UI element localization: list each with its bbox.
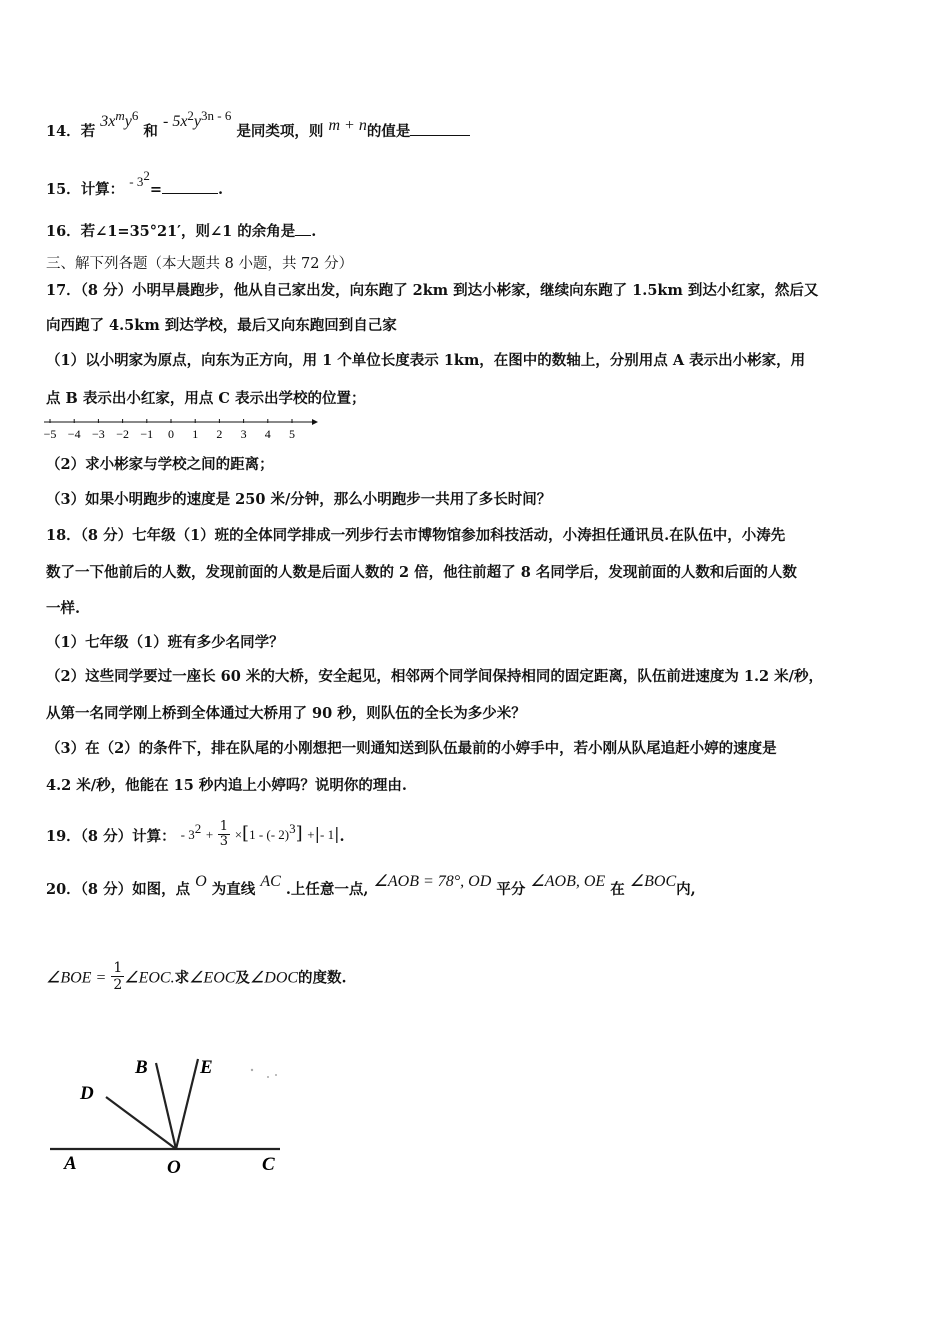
- point-O: O: [195, 873, 207, 890]
- q20-ask2: 及: [235, 969, 250, 987]
- q14-and: 和: [143, 122, 158, 140]
- q17-part1-line1: （1）以小明家为原点，向东为正方向，用 1 个单位长度表示 1km，在图中的数轴上，分别用点 A 表示出小彬家，用: [46, 352, 806, 369]
- answer-blank: [162, 179, 218, 194]
- axis-tick-label: 3: [240, 427, 247, 441]
- question-16: [46, 221, 316, 242]
- q16-text: 16．若∠1=35°21′，则∠1 的余角是: [46, 223, 296, 240]
- q20-t5: 内,: [676, 881, 696, 898]
- axis-tick-label: −1: [140, 427, 154, 441]
- axis-tick-label: 1: [192, 427, 199, 441]
- q18-part2-line1: （2）这些同学要过一座长 60 米的大桥，安全起见，相邻两个同学间保持相同的固定距离，队伍前进速度为 1.2 米/秒，: [46, 668, 823, 685]
- question-20: [46, 873, 696, 900]
- question-14: [46, 108, 470, 142]
- q18-part3-line1: （3）在（2）的条件下，排在队尾的小刚想把一则通知送到队伍最前的小婷手中，若小刚从队尾追赶小婷的速度是: [46, 740, 777, 757]
- q15-expr: - $3^2$: [129, 168, 150, 189]
- question-19: [46, 821, 345, 851]
- axis-tick-label: −5: [43, 427, 57, 441]
- q17-part2: （2）求小彬家与学校之间的距离；: [46, 456, 274, 473]
- answer-blank: [410, 121, 470, 136]
- number-line: [40, 418, 320, 444]
- axis-tick-label: −4: [67, 427, 81, 441]
- q18-part1: （1）七年级（1）班有多少名同学？: [46, 634, 284, 651]
- q15-end: .: [218, 180, 224, 198]
- q18-part3-line2: 4.2 米/秒，他能在 15 秒内追上小婷吗？说明你的理由.: [46, 777, 407, 794]
- q17-line1: 17．（8 分）小明早晨跑步，他从自己家出发，向东跑了 2km 到达小彬家，继续向东跑了 1.5km 到达小红家，然后又: [46, 282, 819, 299]
- q20-ask3: 的度数.: [298, 969, 347, 987]
- q16-end: .: [311, 223, 317, 240]
- rel-fraction: $\frac{1}{2}$: [113, 960, 123, 993]
- q19-pre: 19．（8 分）计算：: [46, 827, 176, 845]
- q20-t1: 为直线: [211, 881, 256, 898]
- label-D: D: [80, 1083, 94, 1104]
- ask-doc: ∠DOC: [249, 969, 299, 987]
- q17-part3: （3）如果小明跑步的速度是 250 米/分钟，那么小明跑步一共用了多长时间？: [46, 491, 552, 508]
- q14-mid: 是同类项，则: [236, 122, 324, 140]
- line-AC: AC: [260, 873, 281, 890]
- answer-blank: [295, 221, 311, 236]
- ray-oe: [176, 1059, 198, 1149]
- q15-num: 15．: [46, 180, 81, 198]
- q20-relation: [46, 962, 347, 995]
- q19-end: .: [339, 827, 345, 845]
- q20-pre: 20．（8 分）如图，点: [46, 881, 191, 898]
- q18-line2: 数了一下他前后的人数，发现前面的人数是后面人数的 2 倍，他往前超了 8 名同学后，发现前面的人数和后面的人数: [46, 564, 797, 581]
- label-A: A: [64, 1153, 77, 1174]
- question-15: [46, 168, 224, 200]
- q17-part1-line2: 点 B 表示出小红家，用点 C 表示出学校的位置；: [46, 390, 366, 407]
- q17-line2: 向西跑了 4.5km 到达学校，最后又向东跑回到自己家: [46, 317, 397, 334]
- axis-tick-label: 2: [216, 427, 223, 441]
- q18-line3: 一样.: [46, 600, 81, 617]
- label-C: C: [262, 1154, 275, 1175]
- q14-term2: - $5x^2y^{3n - 6}$: [162, 108, 232, 130]
- q20-t3: 平分: [496, 881, 526, 898]
- label-O: O: [167, 1157, 181, 1178]
- q20-t2: .上任意一点,: [285, 881, 369, 898]
- q18-part2-line2: 从第一名同学刚上桥到全体通过大桥用了 90 秒，则队伍的全长为多少米？: [46, 705, 526, 722]
- q14-term1: $3x^my^6$: [100, 108, 139, 130]
- q18-line1: 18．（8 分）七年级（1）班的全体同学排成一列步行去市博物馆参加科技活动，小涛担任通讯员.在队伍中，小涛先: [46, 527, 786, 544]
- ask-eoc: ∠EOC: [189, 969, 236, 987]
- angle-boc: ∠BOC: [629, 873, 677, 890]
- q20-ask1: 求: [174, 969, 190, 987]
- rel-eoc: ∠EOC.: [124, 969, 175, 987]
- label-B: B: [135, 1057, 148, 1078]
- q14-expr: m + n: [328, 116, 367, 134]
- section-heading: 三、解下列各题（本大题共 8 小题，共 72 分）: [46, 256, 354, 272]
- angle-aob-cond: ∠AOB = 78°, OD: [373, 873, 492, 890]
- q14-num: 14．: [46, 122, 81, 140]
- angle-aob-oe: ∠AOB, OE: [530, 873, 606, 890]
- q15-eq: =: [149, 180, 162, 198]
- rel-boe: ∠BOE =: [46, 969, 107, 987]
- q15-pre: 计算：: [80, 180, 125, 198]
- axis-tick-label: −3: [92, 427, 105, 441]
- axis-tick-label: −2: [116, 427, 129, 441]
- q14-post: 的值是: [366, 122, 411, 140]
- q19-expression: - $3^2$ + $\frac{1}{3}$ ×[1 - (- 2)$^3$] +|- 1|: [180, 819, 340, 850]
- label-E: E: [200, 1057, 213, 1078]
- angle-figure: [40, 1045, 300, 1180]
- axis-tick-label: 4: [264, 427, 271, 441]
- axis-tick-label: 0: [168, 427, 174, 441]
- q20-t4: 在: [610, 881, 625, 898]
- q14-pre: 若: [80, 122, 96, 140]
- axis-tick-label: 5: [289, 427, 295, 441]
